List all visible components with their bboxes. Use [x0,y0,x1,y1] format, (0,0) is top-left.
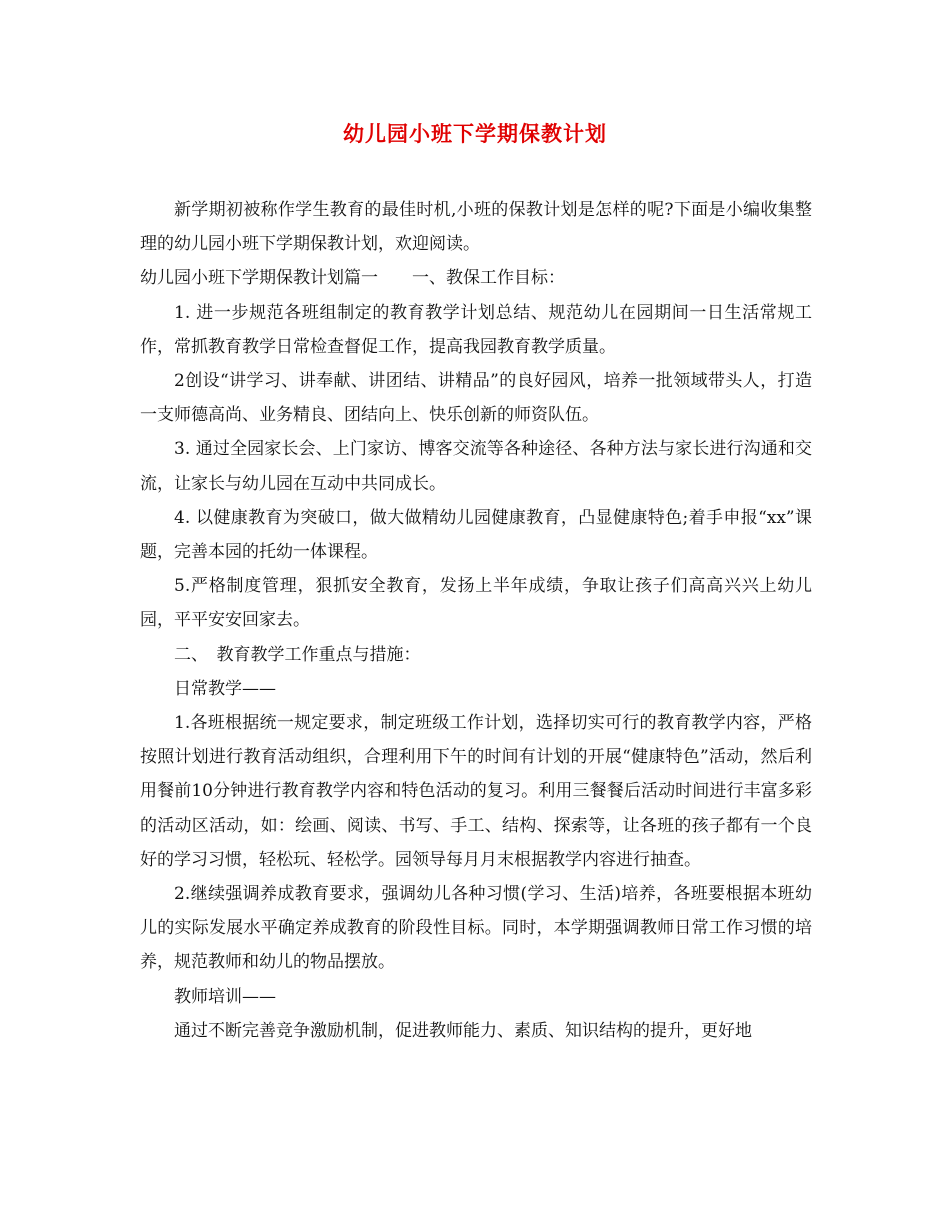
goal-item-4: 4. 以健康教育为突破口，做大做精幼儿园健康教育，凸显健康特色;着手申报“xx”课题，完善本园的托幼一体课程。 [140,507,812,563]
goal-item-1: 1. 进一步规范各班组制定的教育教学计划总结、规范幼儿在园期间一日生活常规工作，常抓教育教学日常检查督促工作，提高我园教育教学质量。 [140,302,812,357]
section-heading-goals: 幼儿园小班下学期保教计划篇一 一、教保工作目标： [140,268,565,289]
intro-paragraph: 新学期初被称作学生教育的最佳时机,小班的保教计划是怎样的呢?下面是小编收集整理的幼儿园小班下学期保教计划，欢迎阅读。 [140,200,812,255]
goal-item-5: 5.严格制度管理，狠抓安全教育，发扬上半年成绩，争取让孩子们高高兴兴上幼儿园，平平安安回家去。 [140,576,812,631]
section-heading-measures: 二、 教育教学工作重点与措施： [174,644,421,665]
training-paragraph: 通过不断完善竞争激励机制，促进教师能力、素质、知识结构的提升，更好地 [174,1020,752,1041]
measure-item-2: 2.继续强调养成教育要求，强调幼儿各种习惯(学习、生活)培养，各班要根据本班幼儿的实际发展水平确定养成教育的阶段性目标。同时，本学期强调教师日常工作习惯的培养，规范教师和幼儿的物品摆放。 [140,884,812,973]
measure-item-1: 1.各班根据统一规定要求，制定班级工作计划，选择切实可行的教育教学内容，严格按照计划进行教育活动组织，合理利用下午的时间有计划的开展“健康特色”活动，然后利用餐前10分钟进行教育教学内容和特色活动的复习。利用三餐餐后活动时间进行丰富多彩的活动区活动，如：绘画、阅读、书写、手工、结构、探索等，让各班的孩子都有一个良好的学习习惯，轻松玩、轻松学。园领导每月月末根据教学内容进行抽查。 [140,713,812,870]
subheading-daily-teaching: 日常教学—— [174,678,276,699]
goal-item-2: 2创设“讲学习、讲奉献、讲团结、讲精品”的良好园风，培养一批领域带头人，打造一支师德高尚、业务精良、团结向上、快乐创新的师资队伍。 [140,371,812,426]
goal-item-3: 3. 通过全园家长会、上门家访、博客交流等各种途径、各种方法与家长进行沟通和交流，让家长与幼儿园在互动中共同成长。 [140,439,812,494]
subheading-teacher-training: 教师培训—— [174,986,276,1007]
document-title: 幼儿园小班下学期保教计划 [343,122,607,146]
document-body [140,193,812,1048]
